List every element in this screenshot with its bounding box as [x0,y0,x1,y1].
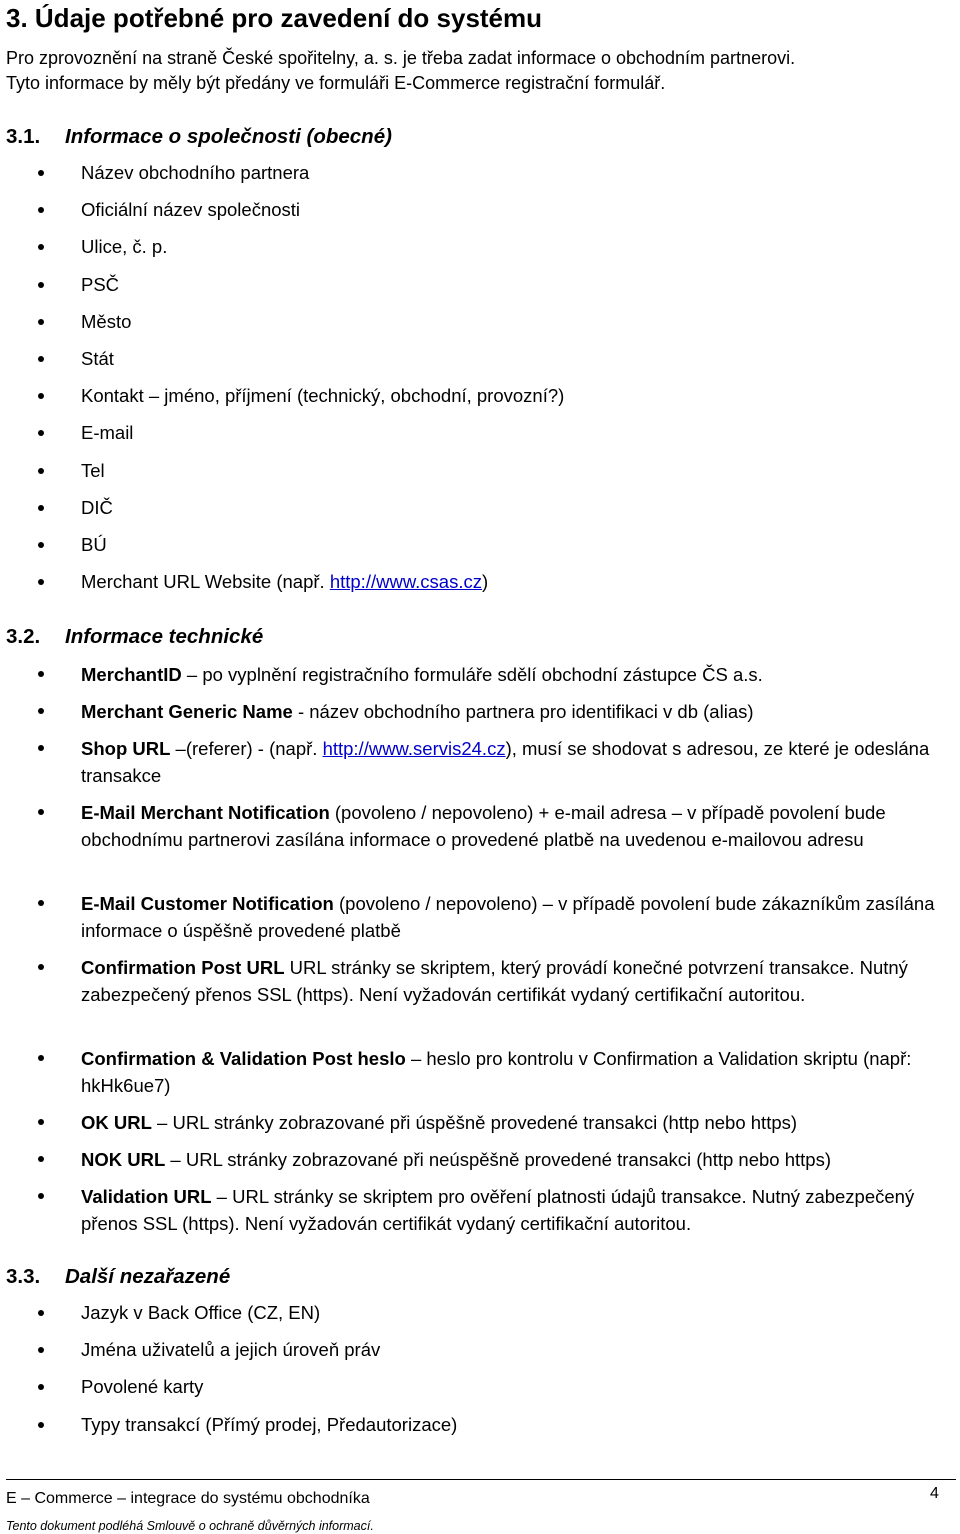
term: MerchantID [81,664,182,685]
term: Confirmation & Validation Post heslo [81,1048,406,1069]
list-item: Ulice, č. p. [0,234,564,271]
section-number: 3.2. [6,625,41,648]
term: Shop URL [81,738,171,759]
list-item-email-customer-notification [0,890,960,944]
intro-paragraph [6,46,956,96]
intro-line-1: Pro zprovoznění na straně České spořitelny, a. s. je třeba zadat informace o obchodním partnerovi. [6,48,796,68]
intro-line-2: Tyto informace by měly být předány ve formuláři E-Commerce registrační formulář. [6,73,666,93]
list-item-confirmation-post-url [0,954,960,1008]
list-item-generic-name [0,698,960,725]
description: – po vyplnění registračního formuláře sdělí obchodní zástupce ČS a.s. [181,664,763,685]
description: – heslo pro kontrolu v Confirmation a Validation skriptu (např: hkHk6ue7) [81,1048,912,1096]
list-item: DIČ [0,495,564,532]
confidentiality-notice: Tento dokument podléhá Smlouvě o ochraně důvěrných informací. [6,1519,374,1533]
merchant-url-prefix: Merchant URL Website (např. [81,571,330,593]
csas-link[interactable]: http://www.csas.cz [329,571,482,593]
list-item-merchant-id [0,661,960,688]
section-title: Informace technické [65,625,264,648]
term: Merchant Generic Name [81,701,293,722]
list-item: Stát [0,346,564,383]
page-title: 3. Údaje potřebné pro zavedení do systému [6,3,543,33]
servis24-link[interactable]: http://www.servis24.cz [322,738,506,759]
term: E-Mail Customer Notification [81,893,334,914]
list-item: Město [0,309,564,346]
list-item-validation-url [0,1183,960,1237]
list-item-email-merchant-notification [0,799,960,853]
description: - název obchodního partnera pro identifikaci v db (alias) [292,701,754,722]
list-item-nok-url [0,1146,960,1173]
section-heading-company [6,124,392,150]
list-item: PSČ [0,272,564,309]
section-number: 3.1. [6,125,41,148]
list-item-ok-url [0,1109,960,1136]
list-item: Oficiální název společnosti [0,197,564,234]
section-number: 3.3. [6,1265,41,1288]
description: URL stránky se skriptem, který provádí konečné potvrzení transakce. Nutný zabezpečený přenos SSL (https). Není vyžadován certifikát vydaný certifikační autoritou. [81,957,908,1005]
list-item: Jména uživatelů a jejich úroveň práv [0,1337,457,1374]
list-item-merchant-url [0,569,564,606]
section-title: Informace o společnosti (obecné) [65,125,392,148]
term: NOK URL [81,1149,166,1170]
term: E-Mail Merchant Notification [81,802,330,823]
company-info-list [0,160,564,606]
section-heading-technical [6,624,263,650]
list-item: Typy transakcí (Přímý prodej, Předautorizace) [0,1412,457,1449]
list-item: Název obchodního partnera [0,160,564,197]
list-item-shop-url [0,735,960,789]
footer-divider [6,1479,956,1480]
description: (povoleno / nepovoleno) – v případě povolení bude zákazníkům zasílána informace o úspěšně provedené platbě [81,893,935,941]
description: – URL stránky zobrazované při neúspěšně provedené transakci (http nebo https) [165,1149,831,1170]
list-item-confirmation-password [0,1045,960,1099]
list-item: BÚ [0,532,564,569]
term: Confirmation Post URL [81,957,285,978]
description: – URL stránky se skriptem pro ověření platnosti údajů transakce. Nutný zabezpečený přenos SSL (https). Není vyžadován certifikát vydaný certifikační autoritou. [81,1186,915,1234]
section-heading-other [6,1264,230,1290]
list-item: Povolené karty [0,1374,457,1411]
section-title: Další nezařazené [65,1265,231,1288]
footer-title: E – Commerce – integrace do systému obchodníka [6,1490,370,1507]
page-number: 4 [930,1485,939,1502]
description: – URL stránky zobrazované při úspěšně provedené transakci (http nebo https) [151,1112,798,1133]
term: Validation URL [81,1186,212,1207]
merchant-url-suffix: ) [481,571,489,593]
list-item: Kontakt – jméno, příjmení (technický, obchodní, provozní?) [0,383,564,420]
term: OK URL [81,1112,152,1133]
description: ), musí se shodovat s adresou, ze které je odeslána transakce [81,738,930,786]
list-item: Tel [0,458,564,495]
description: –(referer) - (např. [170,738,323,759]
list-item: E-mail [0,420,564,457]
other-info-list [0,1300,457,1449]
list-item: Jazyk v Back Office (CZ, EN) [0,1300,457,1337]
description: (povoleno / nepovoleno) + e-mail adresa – v případě povolení bude obchodnímu partnerovi zasílána informace o provedené platbě na uvedenou e-mailovou adresu [81,802,886,850]
